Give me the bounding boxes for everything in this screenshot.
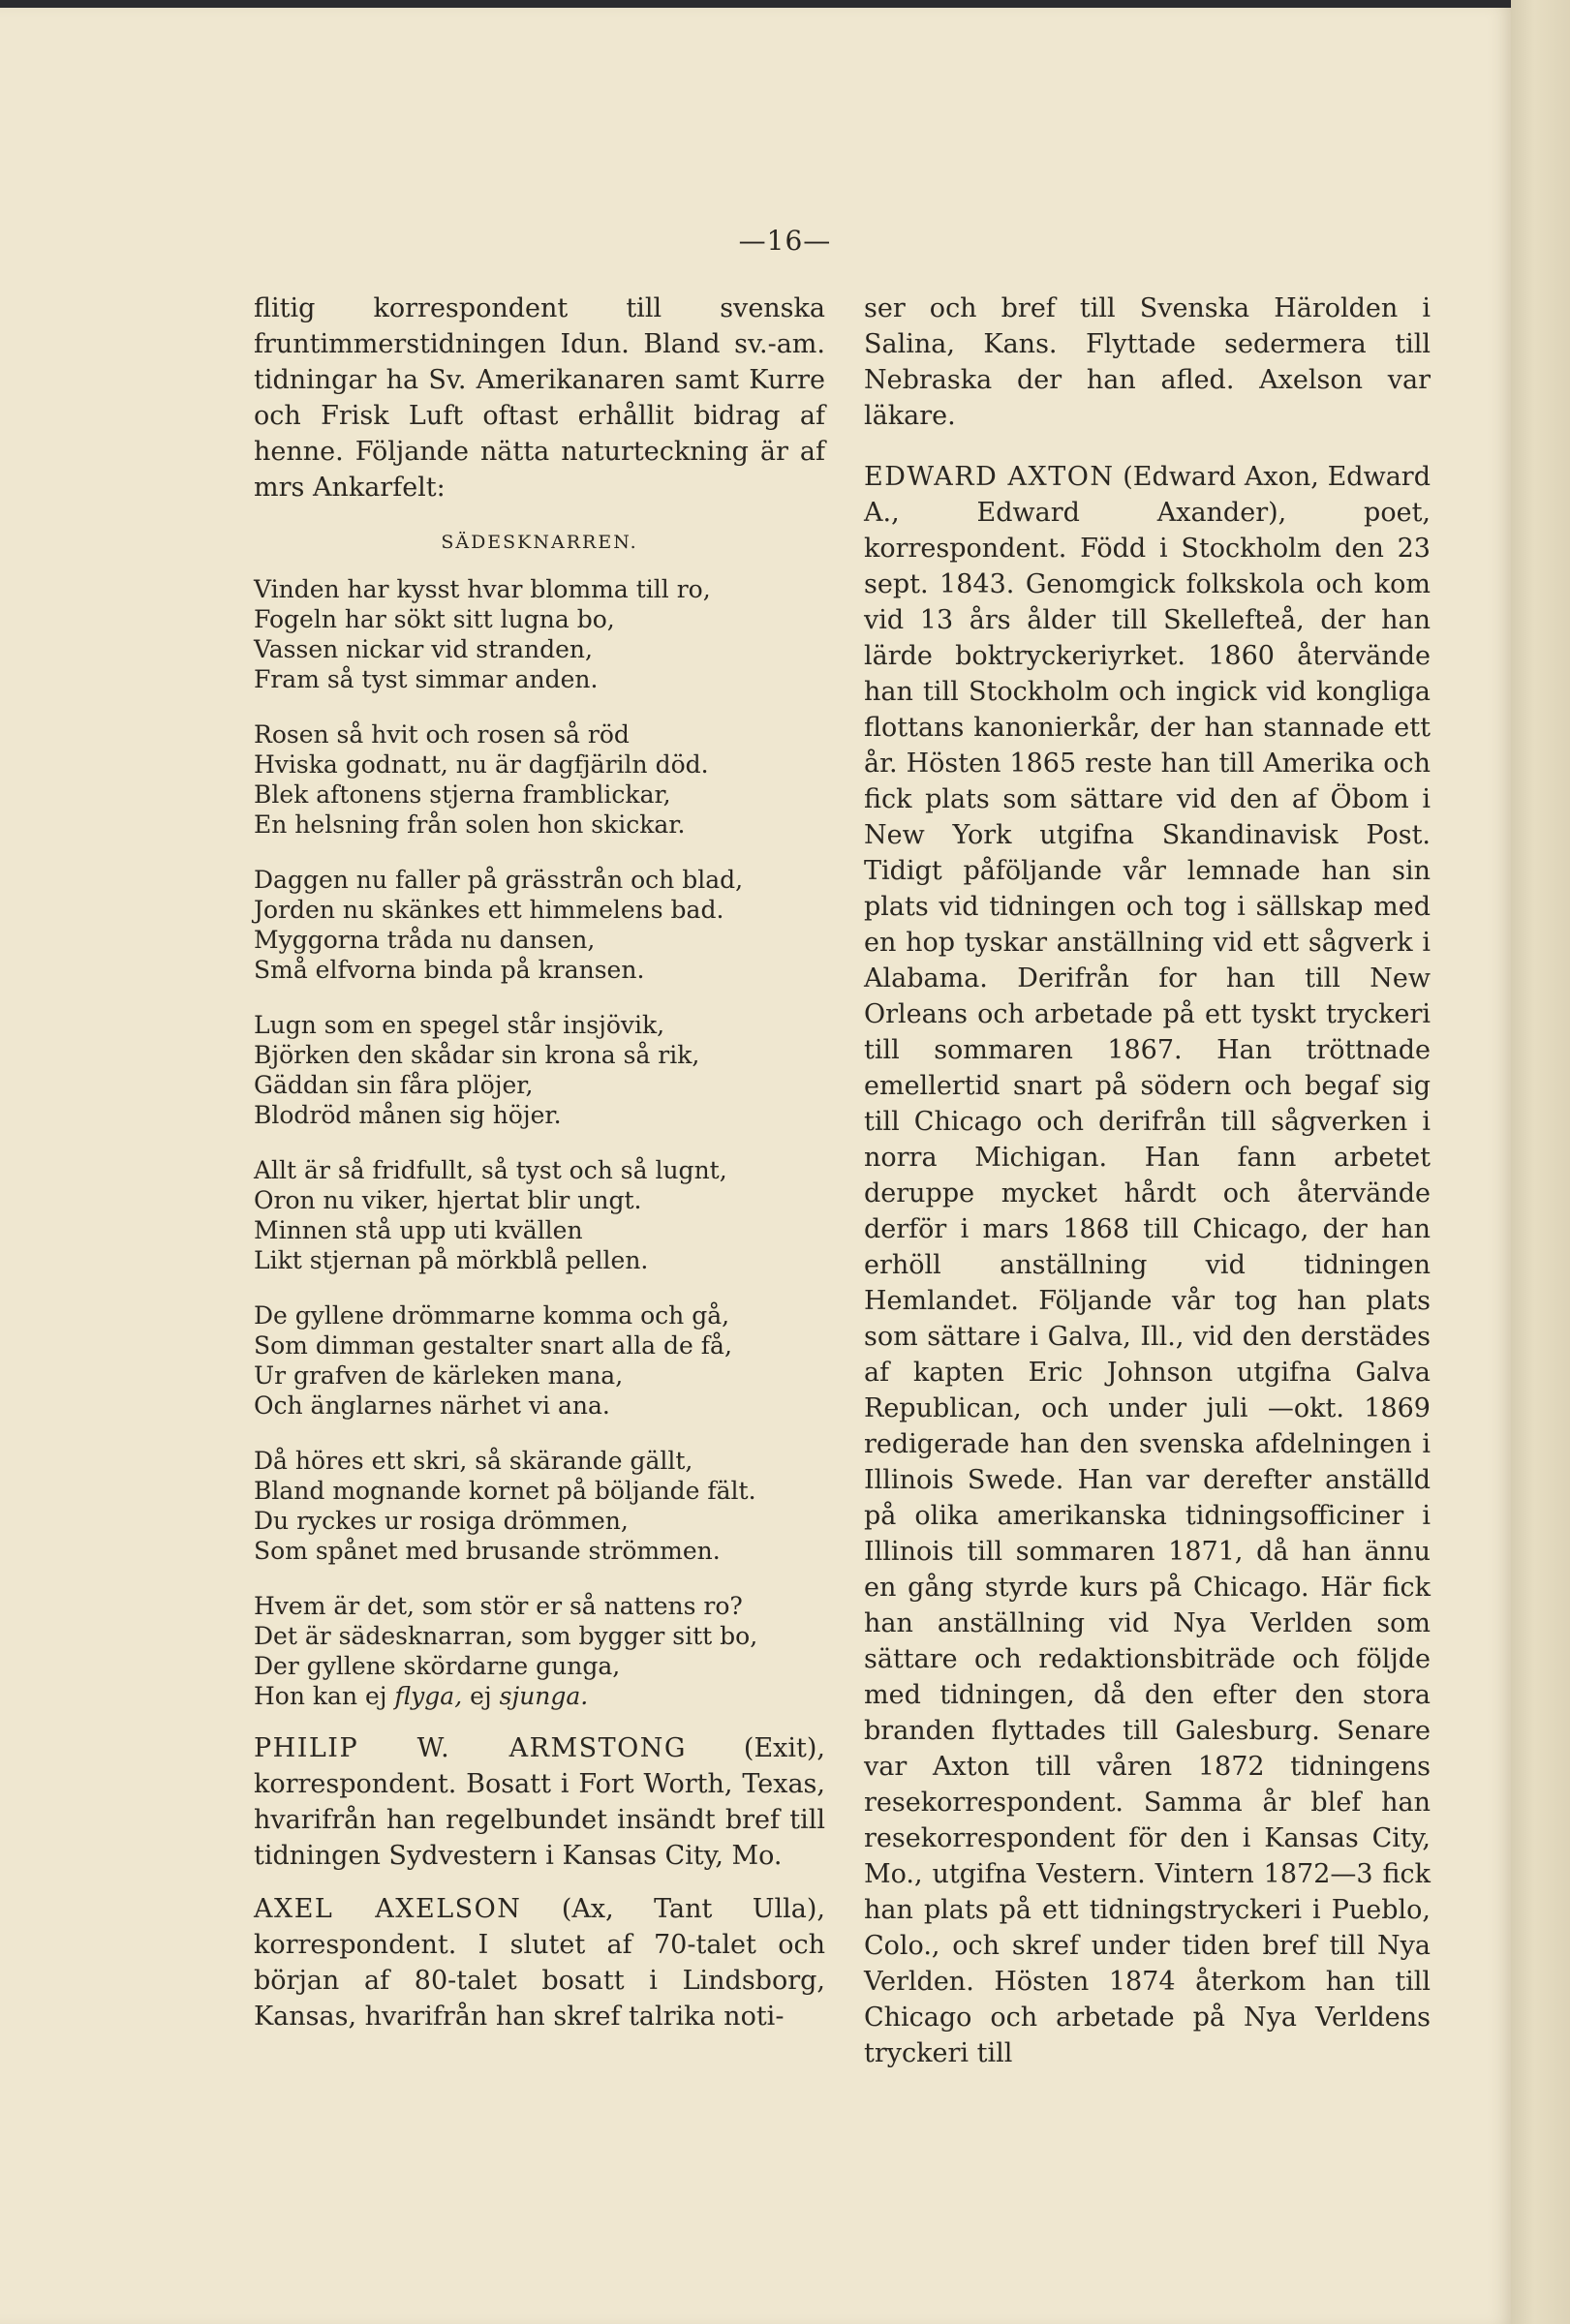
poem-stanza-3 [254,865,825,985]
poem-line: Rosen så hvit och rosen så röd [254,720,630,749]
poem-line: Jorden nu skänkes ett himmelens bad. [254,896,724,924]
entry-text: (Edward Axon, Edward A., Edward Axander), poet, korrespondent. Född i Stockholm den 23 sept. 1843. Genomgick folkskola och kom vid 13 års ålder till Skellefteå, der han lärde boktryckeriyrket. 1860 återvände han till Stockholm och ingick vid kongliga flottans kanonierkår, der han stannade ett år. Hösten 1865 reste han till Amerika och fick plats som sättare vid den af Öbom i New York utgifna Skandinavisk Post. Tidigt påföljande vår lemnade han sin plats vid tidningen och tog i sällskap med en hop tyskar anställning vid ett sågverk i Alabama. Derifrån for han till New Orleans och arbetade på ett tyskt tryckeri till sommaren 1867. Han tröttnade emellertid snart på södern och begaf sig till Chicago och derifrån till sågverken i norra Michigan. Han fann arbetet deruppe mycket hårdt och återvände derför i mars 1868 till Chicago, der han erhöll anställning vid tidningen Hemlandet. Följande vår tog han plats som sättare i Galva, Ill., vid den derstädes af kapten Eric Johnson utgifna Galva Republican, och under juli —okt. 1869 redigerade han den svenska afdelningen i Illinois Swede. Han var derefter anställd på olika amerikanska tidningsofficiner i Illinois till sommaren 1871, då han ännu en gång styrde kurs på Chicago. Här fick han anställning vid Nya Verlden som sättare och redaktionsbiträde och följde med tidningen, då den efter den stora branden flyttades till Galesburg. Senare var Axton till våren 1872 tidningens resekorrespondent. Samma år blef han resekorrespondent för den i Kansas City, Mo., utgifna Vestern. Vintern 1872—3 fick han plats på ett tidningstryckeri i Pueblo, Colo., och skref under tiden bref till Nya Verlden. Hösten 1874 återkom han till Chicago och arbetade på Nya Verldens tryckeri till [864,462,1431,2068]
poem-line: Likt stjernan på mörkblå pellen. [254,1246,649,1274]
entry-text: (Exit), korrespondent. Bosatt i Fort Worth, Texas, hvarifrån han regelbundet insändt bref till tidningen Sydvestern i Kansas City, Mo. [254,1733,825,1871]
entry-axelson [254,1891,825,2034]
poem-italic-word: flyga, [394,1682,463,1710]
poem-line: Ur grafven de kärleken mana, [254,1361,624,1390]
right-column [864,290,1431,2071]
poem-line: Och änglarnes närhet vi ana. [254,1391,610,1420]
poem-stanza-4 [254,1010,825,1130]
poem-line: Fram så tyst simmar anden. [254,665,599,693]
entry-head: EDWARD AXTON [864,462,1115,492]
poem-line: De gyllene drömmarne komma och gå, [254,1301,730,1330]
poem-line: Daggen nu faller på grässtrån och blad, [254,866,744,894]
poem-title: SÄDESKNARREN. [441,532,638,553]
scan-right-edge [1511,0,1570,2324]
poem-line: Gäddan sin fåra plöjer, [254,1071,534,1099]
entry-head: PHILIP W. ARMSTONG [254,1733,687,1763]
scan-top-edge [0,0,1570,8]
intro-paragraph: flitig korrespondent till svenska fruntimmerstidningen Idun. Bland sv.-am. tidningar ha Sv. Amerikanaren samt Kurre och Frisk Luft oftast erhållit bidrag af henne. Följande nätta naturteckning är af mrs Ankarfelt: [254,293,825,503]
poem-line: Det är sädesknarran, som bygger sitt bo, [254,1622,758,1650]
poem-stanza-5 [254,1155,825,1275]
poem-line: Blodröd månen sig höjer. [254,1101,562,1129]
poem-line: Då höres ett skri, så skärande gällt, [254,1447,693,1475]
poem-line: Du ryckes ur rosiga drömmen, [254,1507,629,1535]
poem-line: Minnen stå upp uti kvällen [254,1216,583,1244]
poem-stanza-6 [254,1300,825,1421]
poem-stanza-1 [254,574,825,694]
poem-line: Som dimman gestalter snart alla de få, [254,1331,732,1360]
poem-text: ej [462,1682,500,1710]
entry-head: AXEL AXELSON [254,1894,522,1924]
poem-line: Der gyllene skördarne gunga, [254,1652,621,1680]
poem-line: Vassen nickar vid stranden, [254,635,593,663]
poem-line: Björken den skådar sin krona så rik, [254,1041,700,1069]
poem-line: Myggorna tråda nu dansen, [254,926,596,954]
poem-stanza-8 [254,1591,825,1711]
entry-axton [864,459,1431,2071]
poem-stanza-2 [254,719,825,840]
continuation-paragraph: ser och bref till Svenska Härolden i Salina, Kans. Flyttade sedermera till Nebraska der han afled. Axelson var läkare. [864,293,1431,431]
entry-text: (Ax, Tant Ulla), korrespondent. I slutet af 70-talet och början af 80-talet bosatt i Lindsborg, Kansas, hvarifrån han skref talrika noti- [254,1894,826,2032]
poem-line: Hviska godnatt, nu är dagfjäriln död. [254,750,709,779]
poem-line: Oron nu viker, hjertat blir ungt. [254,1186,642,1214]
entry-armstong [254,1730,825,1874]
poem-text: Hon kan ej [254,1682,395,1710]
poem-line: Allt är så fridfullt, så tyst och så lugnt, [254,1156,727,1184]
poem-line: Som spånet med brusande strömmen. [254,1537,721,1565]
poem-stanza-7 [254,1446,825,1566]
poem-italic-word: sjunga. [499,1682,589,1710]
poem-line: Bland mognande kornet på böljande fält. [254,1477,756,1505]
poem-line: Blek aftonens stjerna framblickar, [254,780,671,809]
poem-line: Fogeln har sökt sitt lugna bo, [254,605,615,633]
poem-line: Vinden har kysst hvar blomma till ro, [254,575,711,603]
page-number: —16— [738,225,832,257]
poem-line: En helsning från solen hon skickar. [254,810,686,839]
poem-line: Hvem är det, som stör er så nattens ro? [254,1592,743,1620]
poem-line: Lugn som en spegel står insjövik, [254,1011,665,1039]
poem [254,574,825,1711]
poem-line-last [254,1681,825,1711]
poem-line: Små elfvorna binda på kransen. [254,956,645,984]
left-column [254,290,825,2034]
